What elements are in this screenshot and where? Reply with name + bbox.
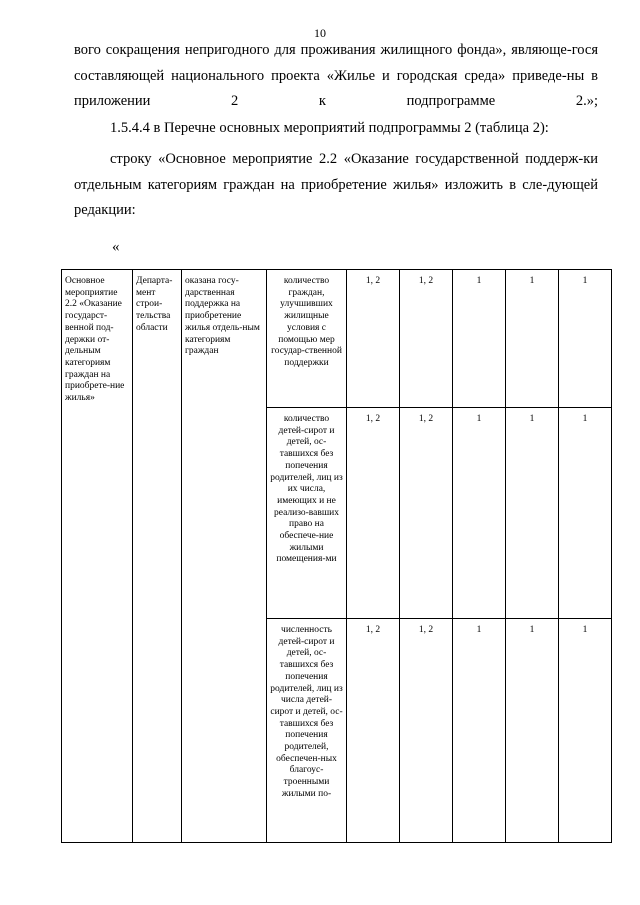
- table-row: [62, 270, 612, 408]
- measures-table: [61, 269, 612, 843]
- indicator-cell: количество граждан, улучшивших жилищные условия с помощью мер государ-ственной поддержки: [267, 270, 347, 408]
- value-cell: 1: [559, 619, 612, 843]
- paragraph-continuation: вого сокращения непригодного для проживания жилищного фонда», являюще-гося составляющей национального проекта «Жилье и городская среда» приведе-ны в приложении 2 к подпрограмме 2.»;: [74, 42, 598, 109]
- paragraph-item-1-5-4-4: 1.5.4.4 в Перечне основных мероприятий подпрограммы 2 (таблица 2):: [110, 120, 549, 136]
- value-cell: 1: [453, 408, 506, 619]
- value-cell: 1, 2: [400, 408, 453, 619]
- value-cell: 1: [559, 408, 612, 619]
- indicator-cell: численность детей-сирот и детей, ос-тавшихся без попечения родителей, лиц из числа детей-сирот и детей, ос-тавшихся без попечения родителей, обеспечен-ных благоус-троенными жилыми по-: [267, 619, 347, 843]
- value-cell: 1, 2: [347, 619, 400, 843]
- value-cell: 1, 2: [347, 270, 400, 408]
- value-cell: 1: [506, 270, 559, 408]
- paragraph-row-replacement: строку «Основное мероприятие 2.2 «Оказание государственной поддерж-ки отдельным категориям граждан на приобретение жилья» изложить в сле-дующей редакции:: [74, 151, 598, 218]
- value-cell: 1: [506, 619, 559, 843]
- measure-name-cell: Основное мероприятие 2.2 «Оказание государст-венной под-держки от-дельным категориям граждан на приобрете-ние жилья»: [62, 270, 133, 843]
- value-cell: 1: [559, 270, 612, 408]
- opening-quote-mark: «: [112, 239, 120, 255]
- value-cell: 1, 2: [400, 270, 453, 408]
- value-cell: 1: [506, 408, 559, 619]
- expected-result-cell: оказана госу-дарственная поддержка на приобретение жилья отдель-ным категориям граждан: [182, 270, 267, 843]
- responsible-department-cell: Департа-мент строи-тельства области: [133, 270, 182, 843]
- value-cell: 1, 2: [347, 408, 400, 619]
- indicator-cell: количество детей-сирот и детей, ос-тавшихся без попечения родителей, лиц из их числа, имеющих и не реализо-вавших право на обеспече-ние жилыми помещения-ми: [267, 408, 347, 619]
- value-cell: 1: [453, 270, 506, 408]
- value-cell: 1: [453, 619, 506, 843]
- page-number: 10: [314, 26, 326, 40]
- value-cell: 1, 2: [400, 619, 453, 843]
